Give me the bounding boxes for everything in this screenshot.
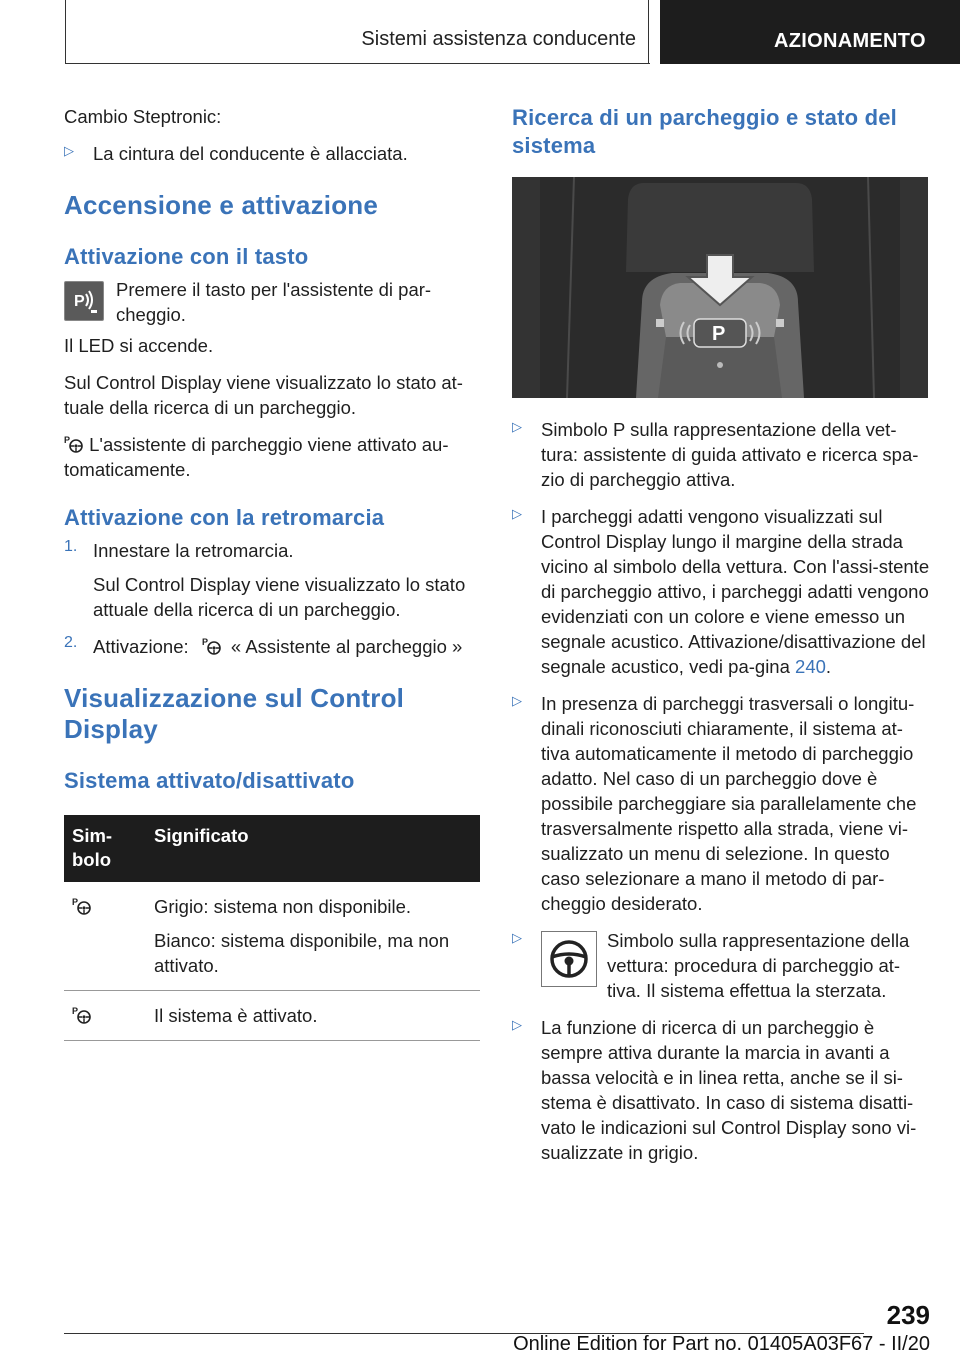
left-column — [64, 100, 482, 1041]
bullet-simbolo-p-text: Simbolo P sulla rappresentazione della vet-tura: assistente di guida attivato e ricerca spa-zio di parcheggio attiva. — [541, 419, 919, 490]
steering-wheel-icon — [541, 931, 597, 987]
bullet-sterzata-text: Simbolo sulla rappresentazione della vettura: procedura di parcheggio at-tiva. Il sistema effettua la sterzata. — [607, 930, 910, 1001]
bullet-ricerca-attiva-text: La funzione di ricerca di un parcheggio è sempre attiva durante la marcia in avanti a bassa velocità e in linea retta, anche se il si-stema è disattivato. In caso di sistema disatti-vato le indicazioni sul Control Display sono vi-sualizzate in grigio. — [541, 1017, 917, 1163]
bullet-triangle-icon: ▷ — [64, 143, 74, 158]
bullet-triangle-icon: ▷ — [512, 1017, 522, 1032]
right-column — [512, 100, 930, 1165]
step-2 — [64, 634, 482, 659]
bullet-parcheggi-adatti-body: I parcheggi adatti vengono visualizzati sul Control Display lungo il margine della strada vicino al simbolo della vettura. Con l'assi-stente di parcheggio attivo, i parcheggi adatti vengono evidenziati con un colore e viene emesso un segnale acustico. Attivazione/disattivazione del segnale acustico, vedi pa-gina — [541, 506, 930, 677]
bullet-trasversali — [512, 691, 930, 916]
intro-bullet-text: La cintura del conducente è allacciata. — [93, 143, 408, 164]
page-240-link[interactable]: 240 — [795, 656, 826, 677]
intro-text: Cambio Steptronic: — [64, 106, 222, 127]
row1-white-text: Bianco: sistema disponibile, ma non attivato. — [154, 930, 450, 976]
table-row — [64, 991, 480, 1041]
bullet-triangle-icon: ▷ — [512, 506, 522, 521]
row2-active-text: Il sistema è attivato. — [154, 1005, 318, 1026]
header-rule-left — [65, 0, 66, 64]
table-cell-symbol — [64, 882, 146, 991]
page-number: 239 — [886, 1300, 930, 1330]
header-section-title: Sistemi assistenza conducente — [361, 28, 636, 50]
bullet-parcheggi-adatti-text — [541, 504, 930, 679]
auto-activation-text — [64, 432, 482, 482]
footer-edition: Online Edition for Part no. 01405A03F67 - II/20 — [513, 1333, 930, 1355]
bullet-period: . — [825, 656, 832, 677]
col-meaning-header: Significato — [146, 815, 480, 882]
svg-text:P: P — [72, 1006, 79, 1016]
heading-ricerca-parcheggio: Ricerca di un parcheggio e stato del sistema — [512, 105, 897, 158]
tasto-text: Premere il tasto per l'assistente di par-cheggio. — [116, 279, 432, 325]
park-assist-icon — [64, 434, 84, 454]
step-1 — [64, 538, 482, 622]
bullet-triangle-icon: ▷ — [512, 930, 522, 945]
svg-text:P: P — [64, 435, 71, 445]
svg-text:P: P — [712, 323, 726, 345]
bullet-ricerca-attiva — [512, 1015, 930, 1165]
heading-retromarcia: Attivazione con la retromarcia — [64, 505, 385, 530]
auto-activation-label: L'assistente di parcheggio viene attivato au-tomaticamente. — [64, 434, 449, 480]
row1-gray-text: Grigio: sistema non disponibile. — [154, 896, 412, 917]
bullet-triangle-icon: ▷ — [512, 693, 522, 708]
header-rule-bottom — [65, 63, 650, 64]
intro-bullet — [64, 141, 482, 166]
table-cell-symbol — [64, 991, 146, 1041]
heading-visualizzazione: Visualizzazione sul Control Display — [64, 683, 405, 744]
header-rule-separator — [648, 0, 649, 64]
park-assist-gray-icon — [72, 896, 92, 916]
step-2-label: Attivazione: — [93, 636, 189, 657]
heading-attivazione-tasto: Attivazione con il tasto — [64, 244, 309, 269]
park-assist-active-icon — [72, 1005, 92, 1025]
table-cell-meaning — [146, 882, 480, 991]
heading-sistema-stato: Sistema attivato/disattivato — [64, 768, 355, 793]
car-top-view-illustration — [512, 177, 928, 398]
led-text: Il LED si accende. — [64, 335, 214, 356]
park-assist-button-icon — [64, 281, 104, 321]
step-2-text — [93, 634, 482, 659]
heading-accensione: Accensione e attivazione — [64, 190, 379, 220]
tasto-block — [64, 277, 482, 327]
svg-text:P: P — [74, 293, 85, 310]
park-assist-icon — [202, 636, 222, 656]
svg-text:P: P — [72, 897, 79, 907]
bullet-trasversali-text: In presenza di parcheggi trasversali o longitu-dinali riconosciuti chiaramente, il sistema at-tiva automaticamente il metodo di parcheggio adatto. Nel caso di un parcheggio dove è possibile parcheggiare sia parallelamente che trasversalmente rispetto alla strada, viene vi-sualizzato un menu di selezione. In questo caso selezionare a mano il metodo di par-cheggio desiderato. — [541, 693, 917, 914]
bullet-parcheggi-adatti — [512, 504, 930, 679]
parking-display-image — [512, 177, 930, 403]
header-chapter-tab — [660, 0, 960, 64]
svg-text:P: P — [201, 637, 208, 647]
step-1-number: 1. — [64, 538, 78, 555]
bullet-triangle-icon: ▷ — [512, 419, 522, 434]
step-2-menu-item: « Assistente al parcheggio » — [230, 636, 463, 657]
status-table — [64, 815, 480, 1041]
step-1-detail: Sul Control Display viene visualizzato lo stato attuale della ricerca di un parcheggio. — [93, 574, 466, 620]
step-1-text: Innestare la retromarcia. — [93, 540, 294, 561]
bullet-simbolo-p — [512, 417, 930, 492]
display-status-text: Sul Control Display viene visualizzato lo stato at-tuale della ricerca di un parcheggio. — [64, 372, 463, 418]
table-row — [64, 882, 480, 991]
step-2-number: 2. — [64, 634, 78, 651]
bullet-sterzata — [512, 928, 930, 1003]
table-cell-meaning — [146, 991, 480, 1041]
col-symbol-header: Sim-bolo — [64, 815, 146, 882]
chapter-title: AZIONAMENTO — [774, 30, 926, 52]
